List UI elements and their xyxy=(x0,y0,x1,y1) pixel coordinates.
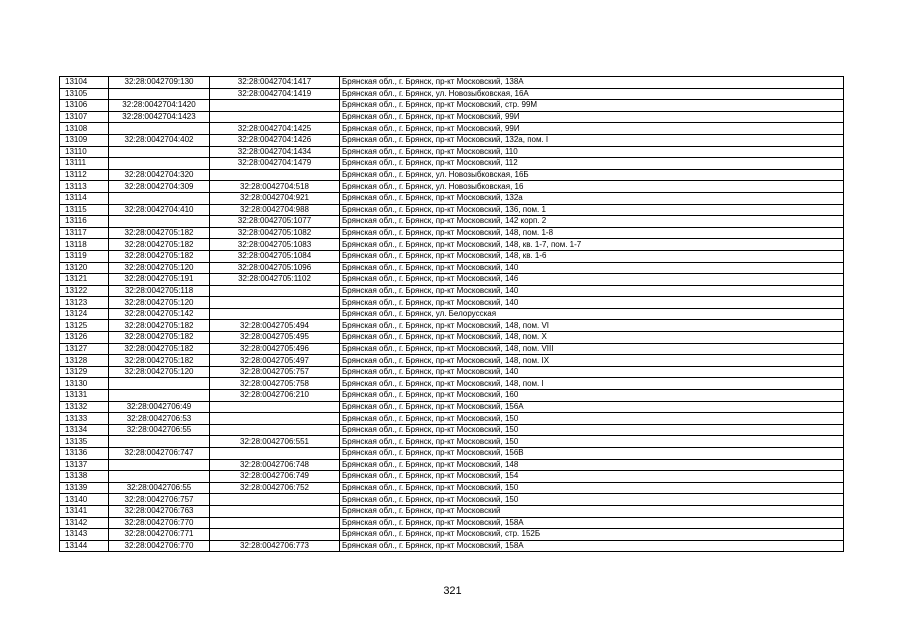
row-number-cell: 13104 xyxy=(60,77,109,89)
object-number-cell xyxy=(210,424,340,436)
address-cell: Брянская обл., г. Брянск, пр-кт Московский, 132а xyxy=(340,192,844,204)
object-number-cell: 32:28:0042705:1082 xyxy=(210,227,340,239)
row-number-cell: 13105 xyxy=(60,88,109,100)
row-number-cell: 13118 xyxy=(60,239,109,251)
address-cell: Брянская обл., г. Брянск, пр-кт Московский, 158А xyxy=(340,517,844,529)
row-number-cell: 13111 xyxy=(60,158,109,170)
parcel-number-cell: 32:28:0042704:1420 xyxy=(109,100,210,112)
row-number-cell: 13130 xyxy=(60,378,109,390)
row-number-cell: 13109 xyxy=(60,134,109,146)
table-row xyxy=(60,320,844,332)
address-cell: Брянская обл., г. Брянск, пр-кт Московский, 112 xyxy=(340,158,844,170)
table-row xyxy=(60,274,844,286)
address-cell: Брянская обл., г. Брянск, ул. Новозыбковская, 16 xyxy=(340,181,844,193)
address-cell: Брянская обл., г. Брянск, пр-кт Московский, 136, пом. 1 xyxy=(340,204,844,216)
parcel-number-cell xyxy=(109,390,210,402)
object-number-cell: 32:28:0042705:494 xyxy=(210,320,340,332)
parcel-number-cell: 32:28:0042705:182 xyxy=(109,239,210,251)
table-row xyxy=(60,390,844,402)
table-row xyxy=(60,158,844,170)
parcel-number-cell xyxy=(109,471,210,483)
table-row xyxy=(60,366,844,378)
parcel-number-cell: 32:28:0042706:771 xyxy=(109,529,210,541)
table-row xyxy=(60,343,844,355)
address-cell: Брянская обл., г. Брянск, пр-кт Московский, 140 xyxy=(340,297,844,309)
row-number-cell: 13116 xyxy=(60,216,109,228)
table-row xyxy=(60,216,844,228)
object-number-cell xyxy=(210,169,340,181)
parcel-number-cell: 32:28:0042706:53 xyxy=(109,413,210,425)
row-number-cell: 13134 xyxy=(60,424,109,436)
object-number-cell: 32:28:0042705:496 xyxy=(210,343,340,355)
address-cell: Брянская обл., г. Брянск, пр-кт Московский, стр. 99М xyxy=(340,100,844,112)
address-cell: Брянская обл., г. Брянск, пр-кт Московский, 148, пом. X xyxy=(340,332,844,344)
address-cell: Брянская обл., г. Брянск, пр-кт Московский, 156А xyxy=(340,401,844,413)
row-number-cell: 13132 xyxy=(60,401,109,413)
row-number-cell: 13115 xyxy=(60,204,109,216)
table-row xyxy=(60,517,844,529)
object-number-cell: 32:28:0042705:1083 xyxy=(210,239,340,251)
parcel-number-cell: 32:28:0042709:130 xyxy=(109,77,210,89)
row-number-cell: 13110 xyxy=(60,146,109,158)
parcel-number-cell xyxy=(109,88,210,100)
table-row xyxy=(60,204,844,216)
object-number-cell xyxy=(210,413,340,425)
parcel-number-cell: 32:28:0042705:120 xyxy=(109,366,210,378)
table-row xyxy=(60,123,844,135)
table-row xyxy=(60,332,844,344)
address-cell: Брянская обл., г. Брянск, пр-кт Московский xyxy=(340,505,844,517)
row-number-cell: 13135 xyxy=(60,436,109,448)
table-row xyxy=(60,448,844,460)
parcel-number-cell xyxy=(109,378,210,390)
table-row xyxy=(60,181,844,193)
row-number-cell: 13108 xyxy=(60,123,109,135)
parcel-number-cell xyxy=(109,123,210,135)
table-row xyxy=(60,308,844,320)
address-cell: Брянская обл., г. Брянск, пр-кт Московский, 158А xyxy=(340,540,844,552)
row-number-cell: 13137 xyxy=(60,459,109,471)
address-cell: Брянская обл., г. Брянск, пр-кт Московский, 140 xyxy=(340,262,844,274)
object-number-cell: 32:28:0042705:497 xyxy=(210,355,340,367)
object-number-cell: 32:28:0042705:757 xyxy=(210,366,340,378)
address-cell: Брянская обл., г. Брянск, пр-кт Московский, 160 xyxy=(340,390,844,402)
table-row xyxy=(60,192,844,204)
parcel-number-cell xyxy=(109,192,210,204)
object-number-cell xyxy=(210,111,340,123)
row-number-cell: 13141 xyxy=(60,505,109,517)
object-number-cell xyxy=(210,285,340,297)
parcel-number-cell xyxy=(109,158,210,170)
address-cell: Брянская обл., г. Брянск, пр-кт Московский, стр. 152Б xyxy=(340,529,844,541)
table-row xyxy=(60,297,844,309)
table-row xyxy=(60,459,844,471)
address-cell: Брянская обл., г. Брянск, пр-кт Московский, 150 xyxy=(340,424,844,436)
object-number-cell: 32:28:0042704:1417 xyxy=(210,77,340,89)
table-row xyxy=(60,169,844,181)
row-number-cell: 13123 xyxy=(60,297,109,309)
table-row xyxy=(60,529,844,541)
object-number-cell: 32:28:0042705:1077 xyxy=(210,216,340,228)
parcel-number-cell: 32:28:0042704:309 xyxy=(109,181,210,193)
row-number-cell: 13136 xyxy=(60,448,109,460)
parcel-number-cell: 32:28:0042705:120 xyxy=(109,297,210,309)
row-number-cell: 13144 xyxy=(60,540,109,552)
row-number-cell: 13107 xyxy=(60,111,109,123)
row-number-cell: 13138 xyxy=(60,471,109,483)
address-cell: Брянская обл., г. Брянск, пр-кт Московский, 140 xyxy=(340,366,844,378)
object-number-cell xyxy=(210,401,340,413)
table-row xyxy=(60,424,844,436)
table-row xyxy=(60,250,844,262)
row-number-cell: 13120 xyxy=(60,262,109,274)
table-row xyxy=(60,227,844,239)
row-number-cell: 13128 xyxy=(60,355,109,367)
parcel-number-cell: 32:28:0042706:747 xyxy=(109,448,210,460)
table-row xyxy=(60,285,844,297)
object-number-cell: 32:28:0042704:1425 xyxy=(210,123,340,135)
row-number-cell: 13112 xyxy=(60,169,109,181)
parcel-number-cell: 32:28:0042704:1423 xyxy=(109,111,210,123)
table-row xyxy=(60,134,844,146)
table-row xyxy=(60,262,844,274)
row-number-cell: 13114 xyxy=(60,192,109,204)
parcel-number-cell: 32:28:0042706:55 xyxy=(109,424,210,436)
object-number-cell xyxy=(210,448,340,460)
row-number-cell: 13121 xyxy=(60,274,109,286)
table-row xyxy=(60,88,844,100)
object-number-cell: 32:28:0042704:518 xyxy=(210,181,340,193)
parcel-number-cell: 32:28:0042705:182 xyxy=(109,355,210,367)
object-number-cell xyxy=(210,517,340,529)
row-number-cell: 13131 xyxy=(60,390,109,402)
parcel-number-cell: 32:28:0042706:55 xyxy=(109,482,210,494)
parcel-number-cell: 32:28:0042705:182 xyxy=(109,343,210,355)
object-number-cell: 32:28:0042706:752 xyxy=(210,482,340,494)
parcel-number-cell xyxy=(109,146,210,158)
table-row xyxy=(60,111,844,123)
table-row xyxy=(60,494,844,506)
table-row xyxy=(60,401,844,413)
table-row xyxy=(60,239,844,251)
address-cell: Брянская обл., г. Брянск, пр-кт Московский, 132а, пом. I xyxy=(340,134,844,146)
table-row xyxy=(60,482,844,494)
object-number-cell: 32:28:0042704:1426 xyxy=(210,134,340,146)
row-number-cell: 13143 xyxy=(60,529,109,541)
address-cell: Брянская обл., г. Брянск, пр-кт Московский, 110 xyxy=(340,146,844,158)
row-number-cell: 13124 xyxy=(60,308,109,320)
parcel-number-cell: 32:28:0042705:182 xyxy=(109,320,210,332)
parcel-number-cell: 32:28:0042706:763 xyxy=(109,505,210,517)
address-cell: Брянская обл., г. Брянск, пр-кт Московский, 148, пом. 1-8 xyxy=(340,227,844,239)
parcel-number-cell: 32:28:0042705:182 xyxy=(109,250,210,262)
address-cell: Брянская обл., г. Брянск, пр-кт Московский, 150 xyxy=(340,482,844,494)
object-number-cell: 32:28:0042706:749 xyxy=(210,471,340,483)
object-number-cell: 32:28:0042705:1096 xyxy=(210,262,340,274)
cadastral-table xyxy=(59,76,844,552)
parcel-number-cell: 32:28:0042705:120 xyxy=(109,262,210,274)
address-cell: Брянская обл., г. Брянск, пр-кт Московский, 156В xyxy=(340,448,844,460)
address-cell: Брянская обл., г. Брянск, пр-кт Московский, 150 xyxy=(340,436,844,448)
object-number-cell: 32:28:0042704:1479 xyxy=(210,158,340,170)
address-cell: Брянская обл., г. Брянск, пр-кт Московский, 148 xyxy=(340,459,844,471)
object-number-cell: 32:28:0042704:988 xyxy=(210,204,340,216)
parcel-number-cell xyxy=(109,436,210,448)
address-cell: Брянская обл., г. Брянск, пр-кт Московский, 148, кв. 1-7, пом. 1-7 xyxy=(340,239,844,251)
object-number-cell: 32:28:0042705:1102 xyxy=(210,274,340,286)
row-number-cell: 13119 xyxy=(60,250,109,262)
object-number-cell: 32:28:0042705:495 xyxy=(210,332,340,344)
parcel-number-cell: 32:28:0042706:770 xyxy=(109,540,210,552)
row-number-cell: 13133 xyxy=(60,413,109,425)
object-number-cell xyxy=(210,529,340,541)
parcel-number-cell: 32:28:0042706:757 xyxy=(109,494,210,506)
table-row xyxy=(60,146,844,158)
object-number-cell xyxy=(210,297,340,309)
object-number-cell: 32:28:0042706:551 xyxy=(210,436,340,448)
object-number-cell: 32:28:0042705:758 xyxy=(210,378,340,390)
row-number-cell: 13113 xyxy=(60,181,109,193)
table-row xyxy=(60,77,844,89)
row-number-cell: 13126 xyxy=(60,332,109,344)
table-row xyxy=(60,100,844,112)
address-cell: Брянская обл., г. Брянск, пр-кт Московский, 148, пом. I xyxy=(340,378,844,390)
row-number-cell: 13140 xyxy=(60,494,109,506)
parcel-number-cell: 32:28:0042704:320 xyxy=(109,169,210,181)
address-cell: Брянская обл., г. Брянск, пр-кт Московский, 150 xyxy=(340,494,844,506)
row-number-cell: 13125 xyxy=(60,320,109,332)
row-number-cell: 13142 xyxy=(60,517,109,529)
object-number-cell: 32:28:0042705:1084 xyxy=(210,250,340,262)
page-number: 321 xyxy=(443,585,462,597)
table-row xyxy=(60,355,844,367)
object-number-cell: 32:28:0042706:210 xyxy=(210,390,340,402)
parcel-number-cell: 32:28:0042706:49 xyxy=(109,401,210,413)
address-cell: Брянская обл., г. Брянск, ул. Белорусская xyxy=(340,308,844,320)
parcel-number-cell: 32:28:0042704:402 xyxy=(109,134,210,146)
parcel-number-cell: 32:28:0042704:410 xyxy=(109,204,210,216)
address-cell: Брянская обл., г. Брянск, пр-кт Московский, 146 xyxy=(340,274,844,286)
row-number-cell: 13139 xyxy=(60,482,109,494)
object-number-cell xyxy=(210,505,340,517)
parcel-number-cell: 32:28:0042705:118 xyxy=(109,285,210,297)
address-cell: Брянская обл., г. Брянск, пр-кт Московский, 148, пом. VI xyxy=(340,320,844,332)
parcel-number-cell: 32:28:0042706:770 xyxy=(109,517,210,529)
parcel-number-cell xyxy=(109,459,210,471)
object-number-cell xyxy=(210,308,340,320)
object-number-cell: 32:28:0042706:748 xyxy=(210,459,340,471)
address-cell: Брянская обл., г. Брянск, ул. Новозыбковская, 16Б xyxy=(340,169,844,181)
parcel-number-cell: 32:28:0042705:142 xyxy=(109,308,210,320)
cadastral-table-body xyxy=(60,77,844,552)
address-cell: Брянская обл., г. Брянск, пр-кт Московский, 154 xyxy=(340,471,844,483)
row-number-cell: 13129 xyxy=(60,366,109,378)
object-number-cell: 32:28:0042704:921 xyxy=(210,192,340,204)
address-cell: Брянская обл., г. Брянск, пр-кт Московский, 148, пом. VIII xyxy=(340,343,844,355)
address-cell: Брянская обл., г. Брянск, пр-кт Московский, 99И xyxy=(340,123,844,135)
object-number-cell xyxy=(210,494,340,506)
parcel-number-cell: 32:28:0042705:191 xyxy=(109,274,210,286)
address-cell: Брянская обл., г. Брянск, пр-кт Московский, 99И xyxy=(340,111,844,123)
address-cell: Брянская обл., г. Брянск, пр-кт Московский, 140 xyxy=(340,285,844,297)
table-row xyxy=(60,413,844,425)
table-row xyxy=(60,436,844,448)
object-number-cell: 32:28:0042704:1419 xyxy=(210,88,340,100)
table-row xyxy=(60,505,844,517)
parcel-number-cell: 32:28:0042705:182 xyxy=(109,227,210,239)
address-cell: Брянская обл., г. Брянск, пр-кт Московский, 142 корп. 2 xyxy=(340,216,844,228)
address-cell: Брянская обл., г. Брянск, пр-кт Московский, 148, кв. 1-6 xyxy=(340,250,844,262)
table-row xyxy=(60,471,844,483)
table-row xyxy=(60,540,844,552)
row-number-cell: 13122 xyxy=(60,285,109,297)
parcel-number-cell xyxy=(109,216,210,228)
address-cell: Брянская обл., г. Брянск, ул. Новозыбковская, 16А xyxy=(340,88,844,100)
row-number-cell: 13117 xyxy=(60,227,109,239)
address-cell: Брянская обл., г. Брянск, пр-кт Московский, 150 xyxy=(340,413,844,425)
address-cell: Брянская обл., г. Брянск, пр-кт Московский, 138А xyxy=(340,77,844,89)
object-number-cell: 32:28:0042706:773 xyxy=(210,540,340,552)
parcel-number-cell: 32:28:0042705:182 xyxy=(109,332,210,344)
row-number-cell: 13106 xyxy=(60,100,109,112)
object-number-cell xyxy=(210,100,340,112)
object-number-cell: 32:28:0042704:1434 xyxy=(210,146,340,158)
row-number-cell: 13127 xyxy=(60,343,109,355)
address-cell: Брянская обл., г. Брянск, пр-кт Московский, 148, пом. IX xyxy=(340,355,844,367)
table-row xyxy=(60,378,844,390)
